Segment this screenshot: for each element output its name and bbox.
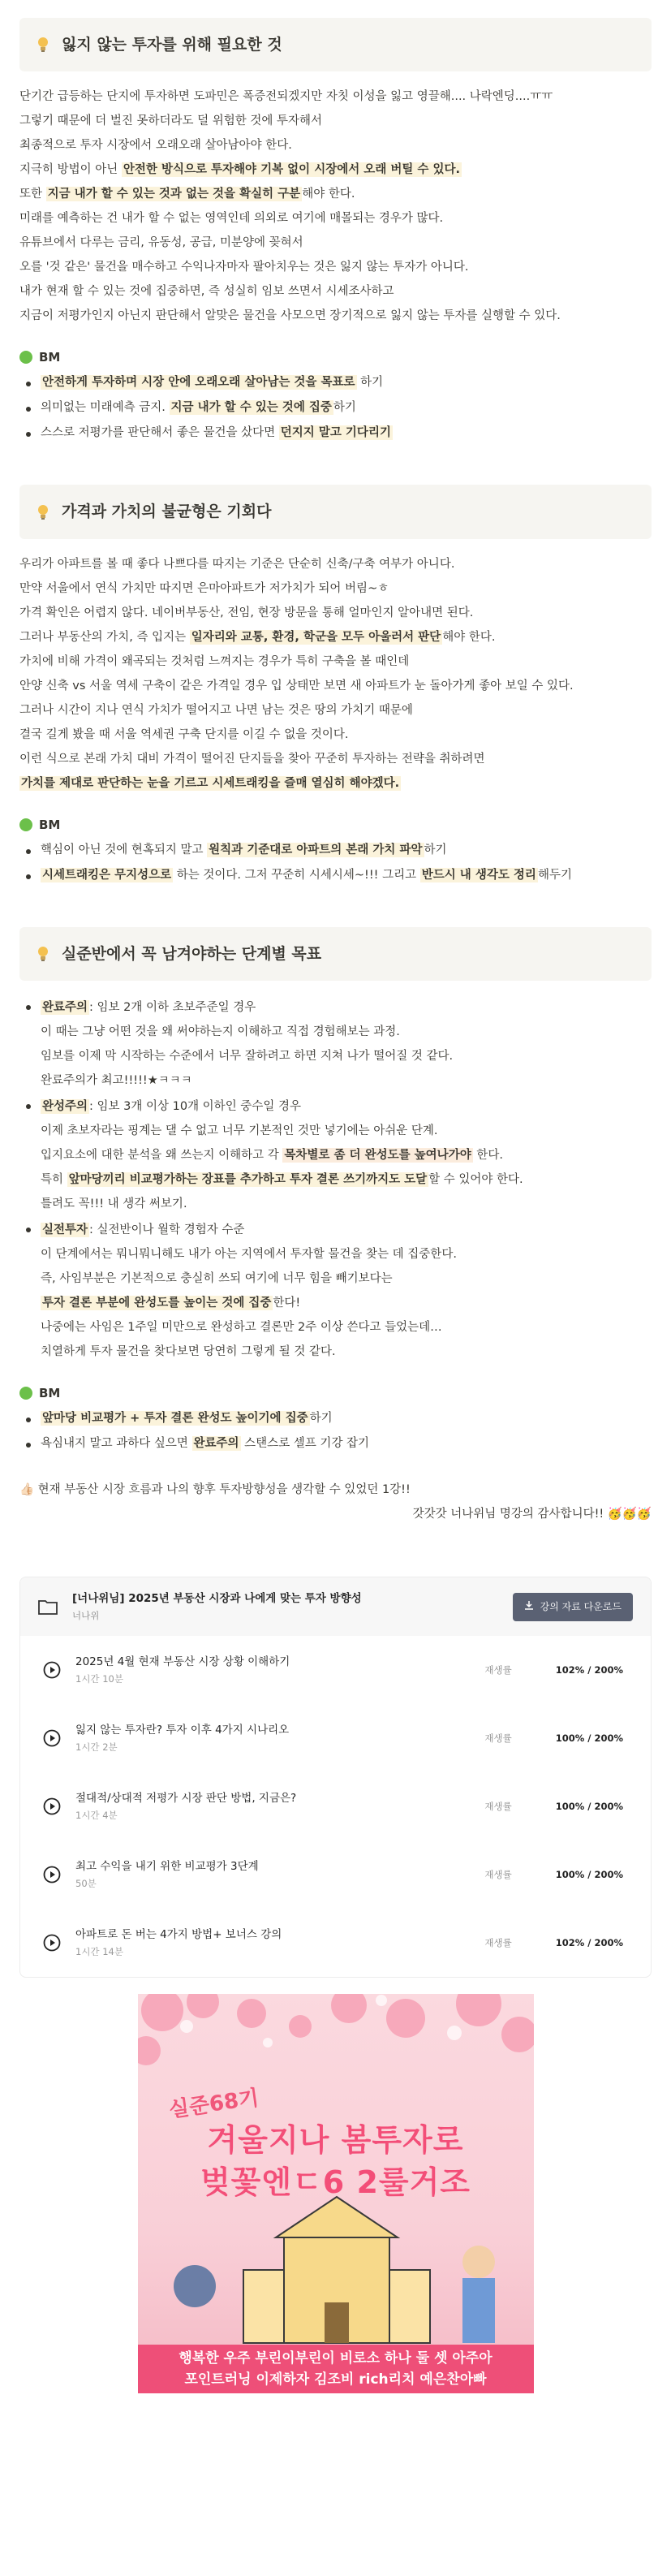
- play-icon[interactable]: [43, 1661, 61, 1679]
- step-line: [41, 1021, 652, 1046]
- playback-rate-value: 102% / 200%: [555, 1663, 623, 1676]
- folder-icon: [38, 1599, 58, 1615]
- section-spacer: [19, 904, 652, 927]
- text-segment: 욕심내지 말고 과하다 싶으면: [41, 1437, 192, 1451]
- step-item: [19, 1094, 652, 1218]
- text-segment: 해야 한다.: [442, 630, 496, 644]
- bm-label: BM: [39, 350, 61, 365]
- episode-length: 50분: [75, 1877, 97, 1889]
- section-callout: [19, 18, 652, 71]
- step-line: [41, 1120, 652, 1145]
- text-segment: 할 수 있어야 한다.: [428, 1173, 523, 1187]
- paragraph-line: [19, 232, 652, 257]
- text-segment: : 실전반이나 월학 경험자 수준: [89, 1223, 245, 1237]
- episode-title: 최고 수익을 내기 위한 비교평가 3단계: [75, 1860, 259, 1874]
- text-segment: 지금 내가 할 수 있는 것과 없는 것을 확실히 구분: [47, 188, 301, 201]
- paragraph-line: [19, 281, 652, 305]
- step-item: [19, 1218, 652, 1366]
- lecture-instructor: 너나위: [72, 1609, 100, 1621]
- text-segment: 나중에는 사임은 1주일 미만으로 완성하고 결론만 2주 이상 쓴다고 들었는데…: [41, 1321, 442, 1335]
- paragraph-line: [19, 675, 652, 700]
- closing-line-1: 👍🏻 현재 부동산 시장 흐름과 나의 향후 투자방향성을 생각할 수 있었던 1강!!: [19, 1483, 411, 1497]
- bm-item-text: [41, 843, 447, 857]
- text-segment: 반드시 내 생각도 정리: [421, 868, 536, 882]
- text-segment: 던지지 말고 기다리기: [280, 426, 391, 440]
- bm-item-text: [41, 425, 393, 440]
- text-segment: : 임보 3개 이상 10개 이하인 중수일 경우: [89, 1100, 301, 1114]
- bm-heading: [19, 815, 652, 835]
- text-segment: 오를 '것 같은' 물건을 매수하고 수익나자마자 팔아치우는 것은 잃지 않는 투자가 아니다.: [19, 261, 469, 274]
- text-segment: 해야 한다.: [302, 188, 355, 201]
- text-segment: 하기: [424, 843, 447, 857]
- paragraph-line: [19, 554, 652, 578]
- section-spacer: [19, 462, 652, 485]
- playback-rate-label: 재생률: [484, 1800, 512, 1812]
- text-segment: 일자리와 교통, 환경, 학군을 모두 아울러서 판단: [191, 630, 441, 644]
- text-segment: 해두기: [537, 868, 572, 882]
- paragraph-line: [19, 651, 652, 675]
- text-segment: 안양 신축 vs 서울 역세 구축이 같은 가격일 경우 입 상태만 보면 새 아파트가 눈 돌아가게 좋아 보일 수 있다.: [19, 679, 574, 693]
- download-materials-button[interactable]: [513, 1593, 633, 1621]
- step-line: [41, 1268, 652, 1292]
- sections: [19, 18, 652, 1458]
- poster-badge: 실준68기: [166, 2086, 260, 2123]
- paragraph-line: [19, 257, 652, 281]
- closing: [19, 1479, 652, 1528]
- bm-item: [19, 839, 652, 865]
- lightbulb-icon: [36, 36, 50, 54]
- step-line: [41, 1341, 652, 1366]
- text-segment: 하기: [356, 376, 384, 390]
- text-segment: 앞마당끼리 비교평가하는 장표를 추가하고 투자 결론 쓰기까지도 도달: [68, 1173, 428, 1187]
- text-segment: 즉, 사임부분은 기본적으로 충실히 쓰되 여기에 너무 힘을 빼기보다는: [41, 1272, 393, 1286]
- promo-poster: [138, 1994, 534, 2393]
- section-title: 실준반에서 꼭 남겨야하는 단계별 목표: [62, 944, 322, 963]
- episode-title: 잃지 않는 투자란? 투자 이후 4가지 시나리오: [75, 1724, 290, 1737]
- text-segment: 최종적으로 투자 시장에서 오래오래 살아남아야 한다.: [19, 139, 292, 153]
- paragraph-line: [19, 627, 652, 651]
- download-icon: [524, 1599, 534, 1615]
- bm-item: [19, 865, 652, 890]
- text-segment: 하기: [333, 401, 356, 415]
- step-line: [41, 997, 652, 1021]
- text-segment: 입지요소에 대한 분석을 왜 쓰는지 이해하고 각: [41, 1149, 283, 1163]
- lightbulb-icon: [36, 503, 50, 521]
- step-line: [41, 1219, 652, 1244]
- step-line: [41, 1193, 652, 1218]
- section-title: 잃지 않는 투자를 위해 필요한 것: [62, 36, 282, 54]
- episode-row[interactable]: [20, 1840, 651, 1909]
- text-segment: 가격 확인은 어렵지 않다. 네이버부동산, 전임, 현장 방문을 통해 얼마인지 알아내면 된다.: [19, 606, 474, 619]
- poster-names-line-2: 포인트러닝 이제하자 김조비 rich리치 예은찬아빠: [184, 2371, 487, 2388]
- step-item: [19, 995, 652, 1094]
- play-icon[interactable]: [43, 1797, 61, 1815]
- paragraph-line: [19, 724, 652, 749]
- text-segment: 이런 식으로 본래 가치 대비 가격이 떨어진 단지들을 찾아 꾸준히 투자하는 전략을 취하려면: [19, 752, 485, 766]
- episode-list: [20, 1636, 651, 1977]
- text-segment: 지금이 저평가인지 아닌지 판단해서 알맞은 물건을 사모으면 장기적으로 잃지 않는 투자를 실행할 수 있다.: [19, 309, 561, 323]
- text-segment: 안전하게 투자하며 시장 안에 오래오래 살아남는 것을 목표로: [42, 376, 355, 390]
- episode-row[interactable]: [20, 1704, 651, 1772]
- episode-title: 아파트로 돈 버는 4가지 방법+ 보너스 강의: [75, 1928, 282, 1942]
- episode-title: 절대적/상대적 저평가 시장 판단 방법, 지금은?: [75, 1792, 297, 1806]
- paragraph-line: [19, 749, 652, 773]
- text-segment: 결국 길게 봤을 때 서울 역세권 구축 단지를 이길 수 없을 것이다.: [19, 727, 349, 741]
- green-circle-icon: [19, 1387, 32, 1400]
- bm-item-text: [41, 868, 572, 882]
- section-title: 가격과 가치의 불균형은 기회다: [62, 503, 272, 521]
- step-list: [19, 995, 652, 1366]
- text-segment: 이제 초보자라는 핑계는 댈 수 없고 너무 기본적인 것만 넣기에는 아쉬운 단계.: [41, 1124, 438, 1138]
- bm-heading: [19, 347, 652, 367]
- note-section: [19, 485, 652, 889]
- note-section: [19, 927, 652, 1458]
- bm-item: [19, 372, 652, 397]
- text-segment: 안전한 방식으로 투자해야 기복 없이 시장에서 오래 버틸 수 있다.: [123, 163, 461, 177]
- play-icon[interactable]: [43, 1934, 61, 1952]
- playback-rate-label: 재생률: [484, 1936, 512, 1948]
- step-line: [41, 1096, 652, 1120]
- text-segment: 의미없는 미래예측 금지.: [41, 401, 170, 415]
- episode-row[interactable]: [20, 1909, 651, 1977]
- step-line: [41, 1169, 652, 1193]
- bm-item: [19, 422, 652, 447]
- playback-rate-value: 100% / 200%: [555, 1800, 623, 1812]
- text-segment: 한다.: [472, 1149, 503, 1163]
- text-segment: 하기: [309, 1412, 333, 1426]
- text-segment: 또한: [19, 188, 46, 201]
- step-line: [41, 1244, 652, 1268]
- paragraph-line: [19, 208, 652, 232]
- bm-item-text: [41, 400, 356, 415]
- bm-item-text: [41, 1436, 369, 1451]
- bm-item: [19, 1408, 652, 1433]
- paragraph-line: [19, 135, 652, 159]
- paragraph-line: [19, 183, 652, 208]
- text-segment: 치열하게 투자 물건을 찾다보면 당연히 그렇게 될 것 같다.: [41, 1345, 336, 1359]
- episode-length: 1시간 14분: [75, 1945, 123, 1957]
- step-line: [41, 1046, 652, 1070]
- text-segment: 가치에 비해 가격이 왜곡되는 것처럼 느껴지는 경우가 특히 구축을 볼 때인데: [19, 654, 410, 668]
- episode-length: 1시간 2분: [75, 1741, 118, 1753]
- bm-heading: [19, 1383, 652, 1403]
- poster-title-2: 벚꽃엔ㄷ6 2룰거조: [200, 2164, 471, 2201]
- playback-rate-value: 100% / 200%: [555, 1868, 623, 1880]
- text-segment: 우리가 아파트를 볼 때 좋다 나쁘다를 따지는 기준은 단순히 신축/구축 여부가 아니다.: [19, 557, 455, 571]
- episode-length: 1시간 10분: [75, 1672, 123, 1685]
- text-segment: 원칙과 기준대로 아파트의 본래 가치 파악: [209, 843, 423, 857]
- download-label: 강의 자료 다운로드: [540, 1600, 622, 1612]
- bm-item: [19, 397, 652, 422]
- section-callout: [19, 927, 652, 981]
- text-segment: 미래를 예측하는 건 내가 할 수 없는 영역인데 의외로 여기에 매몰되는 경우가 많다.: [19, 212, 444, 226]
- bm-label: BM: [39, 817, 61, 832]
- bm-item: [19, 1433, 652, 1458]
- paragraph-line: [19, 602, 652, 627]
- text-segment: 핵심이 아닌 것에 현혹되지 말고: [41, 843, 208, 857]
- step-line: [41, 1145, 652, 1169]
- bm-list: [19, 372, 652, 447]
- episode-row[interactable]: [20, 1636, 651, 1704]
- section-callout: [19, 485, 652, 538]
- play-icon[interactable]: [43, 1729, 61, 1747]
- playback-rate-value: 102% / 200%: [555, 1936, 623, 1948]
- paragraph-line: [19, 305, 652, 330]
- text-segment: 목차별로 좀 더 완성도를 높여나가야: [284, 1149, 471, 1163]
- paragraph-line: [19, 773, 652, 797]
- text-segment: : 임보 2개 이하 초보주준일 경우: [89, 1001, 256, 1015]
- text-segment: 하는 것이다. 그저 꾸준히 시세시세~!!! 그리고: [173, 868, 420, 882]
- text-segment: 투자 결론 부분에 완성도를 높이는 것에 집중: [42, 1297, 272, 1310]
- text-segment: 시세트래킹은 무지성으로: [42, 868, 172, 882]
- text-segment: 가치를 제대로 판단하는 눈을 기르고 시세트래킹을 즐매 열심히 해야겠다.: [21, 776, 400, 790]
- closing-line-2: 갓갓갓 너나위님 명강의 감사합니다!! 🥳🥳🥳: [412, 1508, 652, 1521]
- note-section: [19, 18, 652, 447]
- text-segment: 지금 내가 할 수 있는 것에 집중: [170, 401, 332, 415]
- text-segment: 임보를 이제 막 시작하는 수준에서 너무 잘하려고 하면 지쳐 나가 떨어질 것 같다.: [41, 1050, 454, 1064]
- text-segment: 이 단계에서는 뭐니뭐니해도 내가 아는 지역에서 투자할 물건을 찾는 데 집중한다.: [41, 1248, 457, 1262]
- text-segment: 내가 현재 할 수 있는 것에 집중하면, 즉 성실히 임보 쓰면서 시세조사하고: [19, 285, 394, 299]
- text-segment: 틀려도 꼭!!! 내 생각 써보기.: [41, 1197, 187, 1211]
- paragraph-line: [19, 700, 652, 724]
- lecture-header: [20, 1577, 651, 1636]
- lecture-card: [19, 1577, 652, 1978]
- text-segment: 단기간 급등하는 단지에 투자하면 도파민은 폭증전되겠지만 자칫 이성을 잃고 영끌해.... 나락엔딩....ㅠㅠ: [19, 90, 553, 104]
- lecture-title: [너나위님] 2025년 부동산 시장과 나에게 맞는 투자 방향성: [72, 1592, 362, 1606]
- step-line: [41, 1292, 652, 1317]
- green-circle-icon: [19, 818, 32, 831]
- text-segment: 완성주의: [42, 1100, 88, 1114]
- text-segment: 완료주의: [42, 1001, 88, 1015]
- text-segment: 그러나 시간이 지나 연식 가치가 떨어지고 나면 남는 것은 땅의 가치기 때문에: [19, 703, 413, 717]
- green-circle-icon: [19, 351, 32, 364]
- text-segment: 완료주의가 최고!!!!!★ㅋㅋㅋ: [41, 1074, 192, 1088]
- playback-rate-label: 재생률: [484, 1663, 512, 1676]
- text-segment: 스탠스로 셀프 기강 잡기: [240, 1437, 370, 1451]
- bm-label: BM: [39, 1386, 61, 1401]
- playback-rate-label: 재생률: [484, 1868, 512, 1880]
- playback-rate-value: 100% / 200%: [555, 1732, 623, 1744]
- text-segment: 이 때는 그냥 어떤 것을 왜 써야하는지 이해하고 직접 경험해보는 과정.: [41, 1025, 400, 1039]
- poster-names-banner: [138, 2345, 534, 2393]
- text-segment: 실전투자: [42, 1223, 88, 1237]
- paragraph-line: [19, 86, 652, 110]
- episode-row[interactable]: [20, 1772, 651, 1840]
- text-segment: 그러나 부동산의 가치, 즉 입지는: [19, 630, 190, 644]
- text-segment: 특히: [41, 1173, 67, 1187]
- bm-item-text: [41, 375, 383, 390]
- step-line: [41, 1070, 652, 1094]
- text-segment: 유튜브에서 다루는 금리, 유동성, 공급, 미분양에 꽂혀서: [19, 236, 303, 250]
- bm-item-text: [41, 1411, 333, 1426]
- poster-names-line-1: 행복한 우주 부린이부린이 비로소 하나 둘 셋 아주아: [179, 2350, 492, 2367]
- episode-title: 2025년 4월 현재 부동산 시장 상황 이해하기: [75, 1655, 290, 1669]
- step-line: [41, 1317, 652, 1341]
- paragraph-line: [19, 110, 652, 135]
- paragraph-line: [19, 159, 652, 183]
- episode-length: 1시간 4분: [75, 1809, 118, 1821]
- text-segment: 지극히 방법이 아닌: [19, 163, 122, 177]
- playback-rate-label: 재생률: [484, 1732, 512, 1744]
- poster-title-1: 겨울지나 봄투자로: [207, 2122, 464, 2159]
- play-icon[interactable]: [43, 1866, 61, 1883]
- text-segment: 스스로 저평가를 판단해서 좋은 물건을 샀다면: [41, 426, 279, 440]
- text-segment: 앞마당 비교평가 + 투자 결론 완성도 높이기에 집중: [42, 1412, 308, 1426]
- text-segment: 그렇기 때문에 더 벌진 못하더라도 덜 위험한 것에 투자해서: [19, 114, 323, 128]
- text-segment: 완료주의: [193, 1437, 239, 1451]
- paragraph-line: [19, 578, 652, 602]
- text-segment: 만약 서울에서 연식 가치만 따지면 은마아파트가 저가치가 되어 버림~ㅎ: [19, 581, 389, 595]
- bm-list: [19, 1408, 652, 1458]
- text-segment: 한다!: [273, 1297, 301, 1310]
- bm-list: [19, 839, 652, 890]
- lightbulb-icon: [36, 945, 50, 963]
